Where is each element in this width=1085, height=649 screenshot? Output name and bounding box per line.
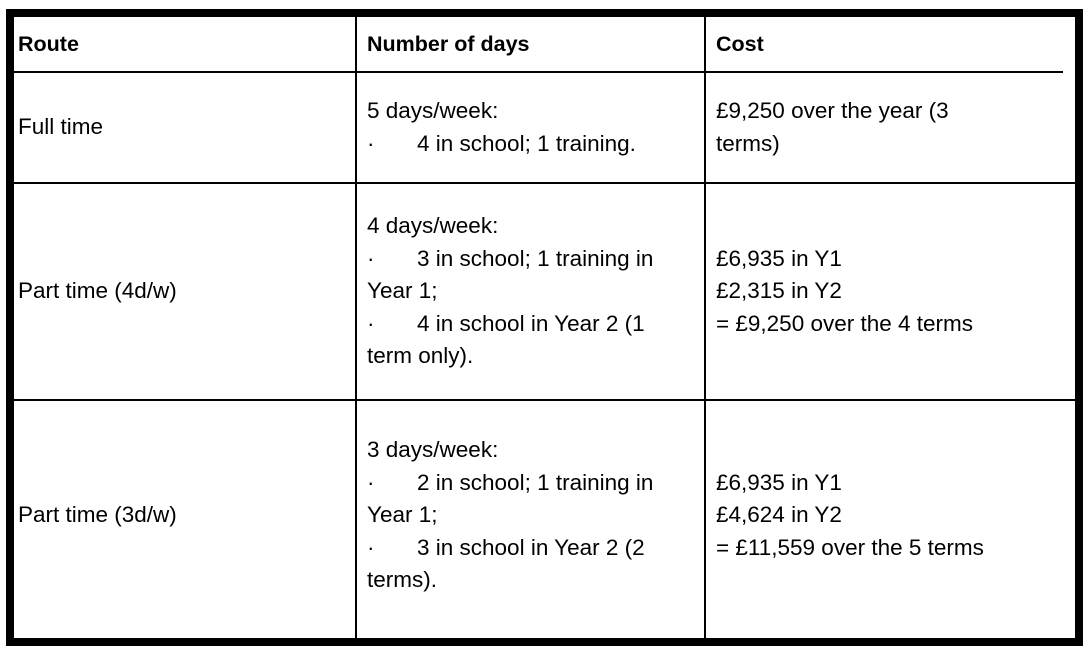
cost-line: £4,624 in Y2 [716,502,842,528]
bullet-continuation: Year 1; [367,278,438,304]
days-bullet [367,467,697,500]
days-bullet [367,128,697,161]
cost-line: terms) [716,130,780,156]
days-cell [367,401,697,630]
days-cell [367,184,697,399]
column-divider [355,17,357,638]
cost-line: £6,935 in Y1 [716,469,842,495]
bullet-text: 2 in school; 1 training in [417,469,654,495]
days-bullet [367,243,697,276]
days-cell [367,73,697,182]
column-divider [704,17,706,638]
days-bullet [367,308,697,341]
cost-line: £2,315 in Y2 [716,278,842,304]
fees-table [6,9,1083,646]
days-bullet [367,532,697,565]
route-cell: Part time (4d/w) [18,278,177,304]
cost-cell [716,184,1061,399]
days-intro: 4 days/week: [367,213,499,239]
bullet-text: 4 in school in Year 2 (1 [417,310,645,336]
bullet-glyph: · [367,310,375,336]
cost-cell [716,73,1061,182]
route-cell: Part time (3d/w) [18,502,177,528]
header-route: Route [18,31,79,56]
bullet-text: 4 in school; 1 training. [417,130,636,156]
bullet-glyph: · [367,130,375,156]
days-intro: 3 days/week: [367,437,499,463]
cost-line: = £11,559 over the 5 terms [716,534,984,560]
bullet-glyph: · [367,469,375,495]
days-intro: 5 days/week: [367,98,499,123]
cost-line: £6,935 in Y1 [716,245,842,271]
bullet-glyph: · [367,245,375,271]
bullet-text: 3 in school; 1 training in [417,245,654,271]
bullet-continuation: terms). [367,567,437,593]
cost-line: = £9,250 over the 4 terms [716,310,974,336]
header-cost: Cost [716,31,764,56]
bullet-continuation: term only). [367,343,474,369]
cost-line: £9,250 over the year (3 [716,98,949,123]
route-cell: Full time [18,114,104,140]
bullet-continuation: Year 1; [367,502,438,528]
bullet-glyph: · [367,534,375,560]
cost-cell [716,401,1061,630]
bullet-text: 3 in school in Year 2 (2 [417,534,645,560]
header-number-of-days: Number of days [367,31,530,56]
